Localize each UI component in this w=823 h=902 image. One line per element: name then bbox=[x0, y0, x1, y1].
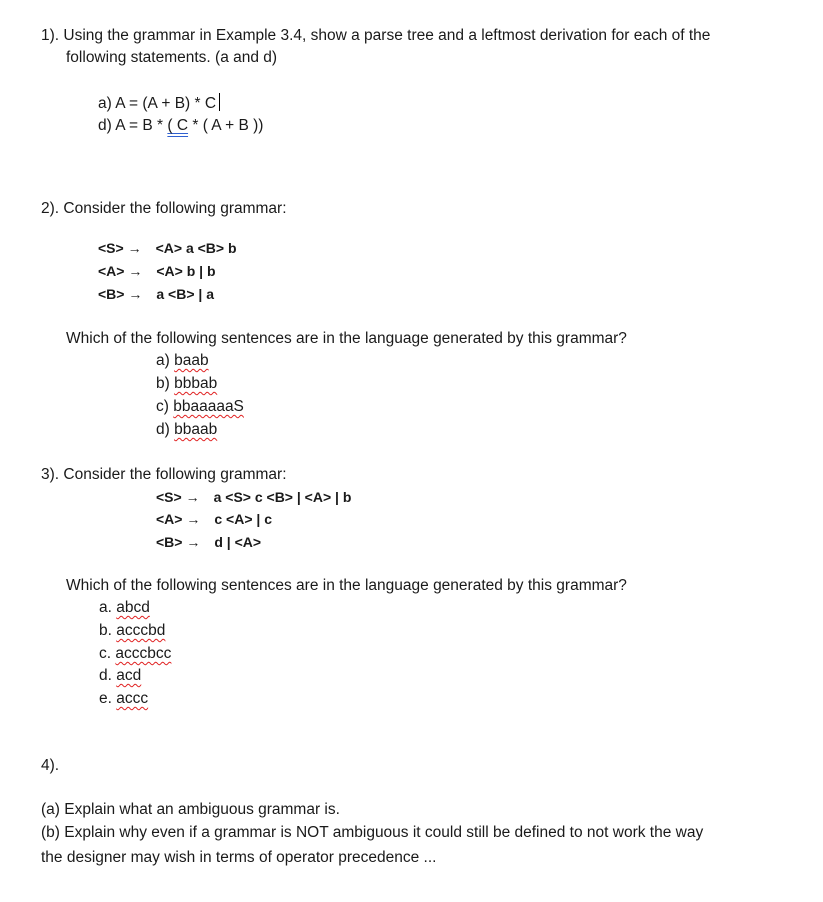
grammar-rule: <S> → <A> a <B> b bbox=[98, 240, 237, 256]
q4-part-b-line2: the designer may wish in terms of operator precedence ... bbox=[41, 849, 437, 866]
grammar-rule: <A> → <A> b | b bbox=[98, 263, 216, 279]
option: a) baab bbox=[156, 352, 209, 369]
option: e. accc bbox=[99, 690, 149, 707]
q4-part-b-line1: (b) Explain why even if a grammar is NOT ambiguous it could still be defined to not work the way bbox=[41, 824, 704, 841]
q1-item-d: d) A = B * ( C * ( A + B )) bbox=[98, 117, 264, 134]
option: d. acd bbox=[99, 667, 142, 684]
q2-title: 2). Consider the following grammar: bbox=[41, 200, 287, 217]
q3-title: 3). Consider the following grammar: bbox=[41, 466, 287, 483]
grammar-rule: <B> → a <B> | a bbox=[98, 286, 214, 302]
q4-title: 4). bbox=[41, 757, 60, 774]
q3-question: Which of the following sentences are in the language generated by this grammar? bbox=[66, 577, 627, 594]
option: a. abcd bbox=[99, 599, 150, 616]
option: d) bbaab bbox=[156, 421, 218, 438]
q1-line1: 1). Using the grammar in Example 3.4, show a parse tree and a leftmost derivation for each of the bbox=[41, 27, 711, 44]
q1-line2: following statements. (a and d) bbox=[66, 49, 278, 66]
text-cursor bbox=[219, 93, 220, 111]
grammar-rule: <S> → a <S> c <B> | <A> | b bbox=[156, 489, 352, 505]
option: b) bbbab bbox=[156, 375, 218, 392]
grammar-rule: <A> → c <A> | c bbox=[156, 511, 272, 527]
option: c) bbaaaaaS bbox=[156, 398, 244, 415]
q2-question: Which of the following sentences are in the language generated by this grammar? bbox=[66, 330, 627, 347]
grammar-rule: <B> → d | <A> bbox=[156, 534, 262, 550]
option: b. acccbd bbox=[99, 622, 166, 639]
q4-part-a: (a) Explain what an ambiguous grammar is. bbox=[41, 801, 340, 818]
option: c. acccbcc bbox=[99, 645, 172, 662]
q1-item-a: a) A = (A + B) * C bbox=[98, 93, 220, 114]
